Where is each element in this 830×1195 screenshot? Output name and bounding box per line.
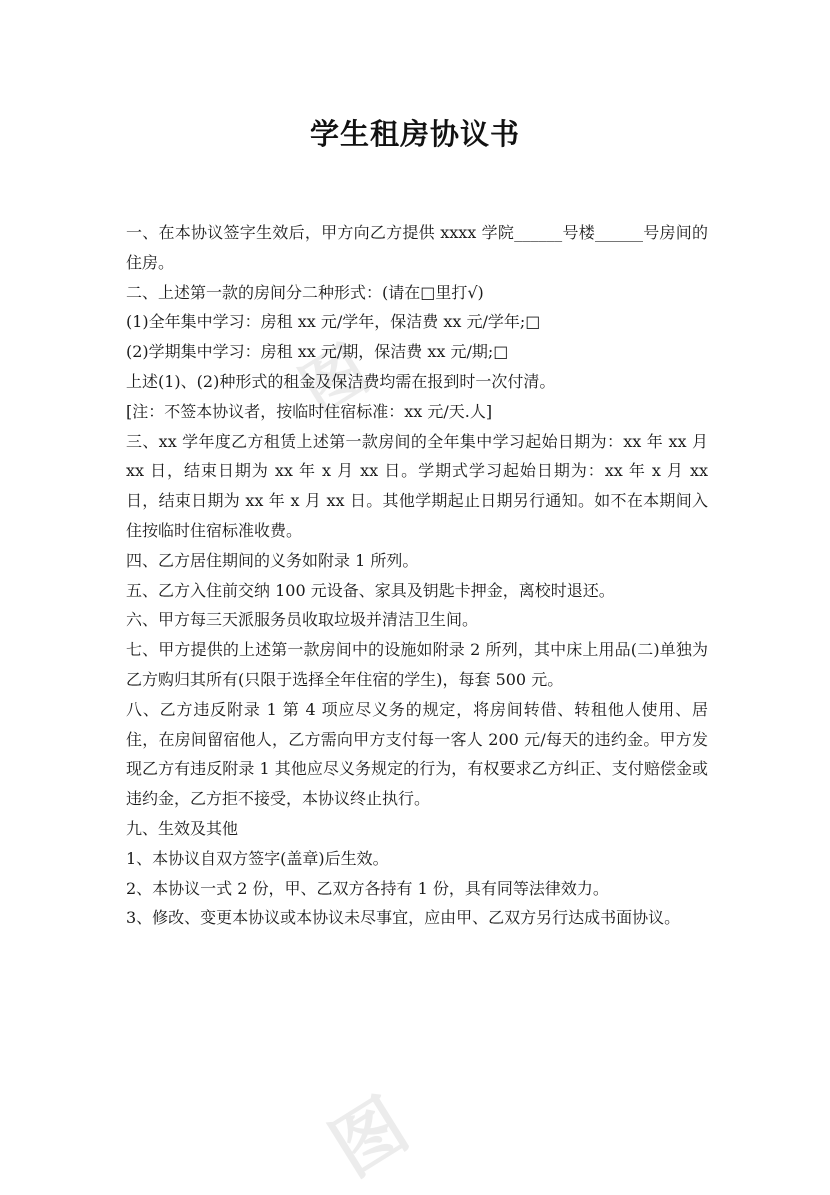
clause-2-option-1: (1)全年集中学习：房租 xx 元/学年，保洁费 xx 元/学年;□ xyxy=(126,312,541,332)
watermark-mark: 图 xyxy=(288,332,382,430)
clause-2-option-2: (2)学期集中学习：房租 xx 元/期，保洁费 xx 元/期;□ xyxy=(126,342,509,362)
clause-1: 一、在本协议签字生效后，甲方向乙方提供 xxxx 学院______号楼______号房间的住房。 xyxy=(126,223,708,272)
clause-6: 六、甲方每三天派服务员收取垃圾并清洁卫生间。 xyxy=(126,610,479,630)
clause-9-item-2: 2、本协议一式 2 份，甲、乙双方各持有 1 份，具有同等法律效力。 xyxy=(126,878,609,898)
clause-3: 三、xx 学年度乙方租赁上述第一款房间的全年集中学习起始日期为：xx 年 xx 月 xx 日，结束日期为 xx 年 x 月 xx 日。学期式学习起始日期为：xx 年 x 月 xx 日，结束日期为 xx 年 x 月 xx 日。其他学期起止日期另行通知。如不在本期间入住按临时住宿标准收费。 xyxy=(126,431,708,540)
clause-2-payment-note: 上述(1)、(2)种形式的租金及保洁费均需在报到时一次付清。 xyxy=(126,371,556,391)
clause-2-remark: [注：不签本协议者，按临时住宿标准：xx 元/天.人] xyxy=(126,401,493,421)
document-body xyxy=(126,218,708,933)
watermark-mark: 图 xyxy=(316,1082,422,1192)
clause-8: 八、乙方违反附录 1 第 4 项应尽义务的规定，将房间转借、转租他人使用、居住，在房间留宿他人，乙方需向甲方支付每一客人 200 元/每天的违约金。甲方发现乙方有违反附录 1 其他应尽义务规定的行为，有权要求乙方纠正、支付赔偿金或违约金，乙方拒不接受，本协议终止执行。 xyxy=(126,699,708,809)
clause-4: 四、乙方居住期间的义务如附录 1 所列。 xyxy=(126,550,419,570)
clause-9-item-3: 3、修改、变更本协议或本协议未尽事宜，应由甲、乙双方另行达成书面协议。 xyxy=(126,908,681,928)
clause-2: 二、上述第一款的房间分二种形式：(请在□里打√) xyxy=(126,282,484,302)
clause-9-item-1: 1、本协议自双方签字(盖章)后生效。 xyxy=(126,848,389,868)
clause-9-heading: 九、生效及其他 xyxy=(126,818,239,838)
document-title: 学生租房协议书 xyxy=(309,117,520,151)
clause-7: 七、甲方提供的上述第一款房间中的设施如附录 2 所列，其中床上用品(二)单独为乙方购归其所有(只限于选择全年住宿的学生)，每套 500 元。 xyxy=(126,640,708,689)
clause-5: 五、乙方入住前交纳 100 元设备、家具及钥匙卡押金，离校时退还。 xyxy=(126,580,615,600)
